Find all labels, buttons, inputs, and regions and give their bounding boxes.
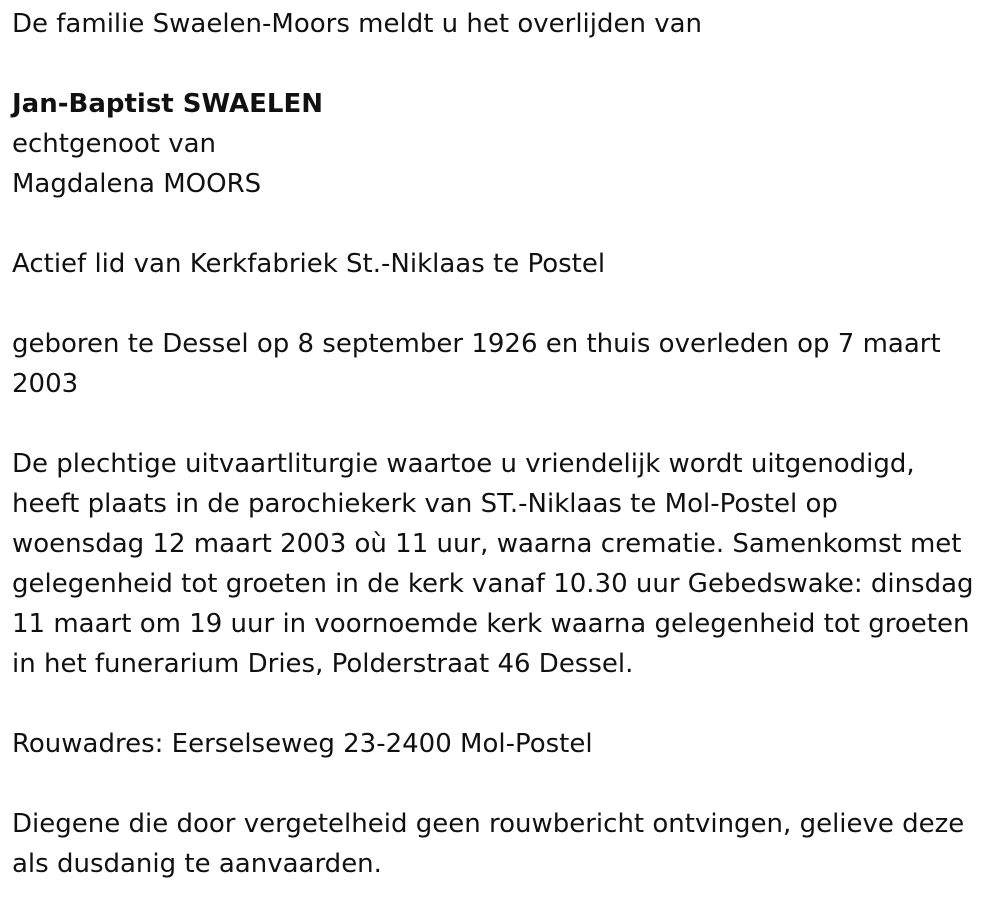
membership-text: Actief lid van Kerkfabriek St.-Niklaas te Postel bbox=[12, 249, 606, 279]
ceremony-line: heeft plaats in de parochiekerk van ST.-Niklaas te Mol-Postel op bbox=[12, 489, 838, 519]
spacer bbox=[12, 44, 988, 84]
birth-death-line: 2003 bbox=[12, 369, 79, 399]
ceremony-line: gelegenheid tot groeten in de kerk vanaf 10.30 uur Gebedswake: dinsdag bbox=[12, 569, 974, 599]
mourning-address: Rouwadres: Eerselseweg 23-2400 Mol-Postel bbox=[12, 729, 593, 759]
spouse-name: Magdalena MOORS bbox=[12, 169, 262, 199]
ceremony-line: 11 maart om 19 uur in voornoemde kerk waarna gelegenheid tot groeten bbox=[12, 609, 970, 639]
closing-line: als dusdanig te aanvaarden. bbox=[12, 849, 382, 879]
spacer bbox=[12, 764, 988, 804]
ceremony-line: in het funerarium Dries, Polderstraat 46 Dessel. bbox=[12, 649, 634, 679]
deceased-name: Jan-Baptist SWAELEN bbox=[12, 89, 323, 119]
spacer bbox=[12, 284, 988, 324]
closing-line: Diegene die door vergetelheid geen rouwbericht ontvingen, gelieve deze bbox=[12, 809, 965, 839]
spacer bbox=[12, 684, 988, 724]
ceremony-line: woensdag 12 maart 2003 où 11 uur, waarna crematie. Samenkomst met bbox=[12, 529, 962, 559]
birth-death-paragraph bbox=[12, 324, 988, 404]
spacer bbox=[12, 204, 988, 244]
intro-text: De familie Swaelen-Moors meldt u het overlijden van bbox=[12, 9, 703, 39]
spacer bbox=[12, 404, 988, 444]
closing-paragraph bbox=[12, 804, 988, 884]
ceremony-paragraph bbox=[12, 444, 988, 684]
birth-death-line: geboren te Dessel op 8 september 1926 en thuis overleden op 7 maart bbox=[12, 329, 941, 359]
ceremony-line: De plechtige uitvaartliturgie waartoe u vriendelijk wordt uitgenodigd, bbox=[12, 449, 915, 479]
relation-text: echtgenoot van bbox=[12, 129, 217, 159]
obituary-notice bbox=[12, 4, 988, 884]
